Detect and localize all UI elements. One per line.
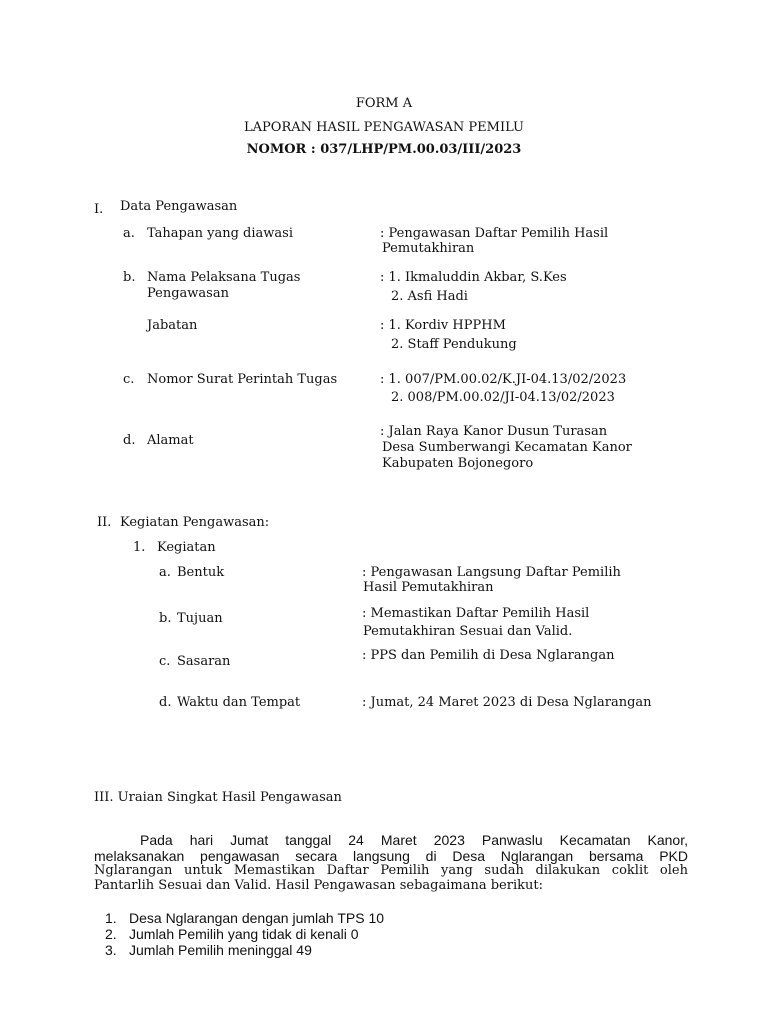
waktu-value: : Jumat, 24 Maret 2023 di Desa Nglarangan — [362, 695, 652, 710]
section-2-number: II. — [97, 515, 112, 530]
paragraph-line-4: Pantarlih Sesuai dan Valid. Hasil Pengawasan sebagaimana berikut: — [94, 878, 543, 893]
item-b-value-line1: : 1. Ikmaluddin Akbar, S.Kes — [380, 270, 567, 285]
jabatan-value-line1: : 1. Kordiv HPPHM — [380, 318, 506, 333]
item-b-key: b. — [123, 270, 136, 285]
result-item-1-number: 1. — [105, 910, 117, 926]
item-b-value-line2: 2. Asfi Hadi — [391, 289, 468, 304]
bentuk-value-line1: : Pengawasan Langsung Daftar Pemilih — [362, 565, 621, 580]
paragraph-line-1: Pada hari Jumat tanggal 24 Maret 2023 Panwaslu Kecamatan Kanor, — [140, 832, 688, 848]
tujuan-label: Tujuan — [177, 611, 223, 626]
item-a-label: Tahapan yang diawasi — [147, 226, 293, 241]
waktu-label: Waktu dan Tempat — [177, 695, 301, 710]
section-1-heading: Data Pengawasan — [120, 199, 238, 214]
kegiatan-number: 1. — [133, 540, 146, 555]
section-3-heading: III. Uraian Singkat Hasil Pengawasan — [94, 790, 342, 805]
bentuk-label: Bentuk — [177, 565, 225, 580]
result-item-2-text: Jumlah Pemilih yang tidak di kenali 0 — [129, 926, 359, 942]
sasaran-label: Sasaran — [177, 654, 231, 669]
tujuan-key: b. — [159, 611, 172, 626]
item-b-label-line2: Pengawasan — [147, 286, 229, 301]
item-c-label: Nomor Surat Perintah Tugas — [147, 372, 338, 387]
item-c-key: c. — [123, 372, 135, 387]
item-d-value-line2: Desa Sumberwangi Kecamatan Kanor — [382, 440, 632, 455]
bentuk-key: a. — [159, 565, 171, 580]
form-label: FORM A — [355, 96, 413, 111]
tujuan-value-line2: Pemutakhiran Sesuai dan Valid. — [363, 624, 573, 639]
tujuan-value-line1: : Memastikan Daftar Pemilih Hasil — [362, 606, 590, 621]
result-item-3-text: Jumlah Pemilih meninggal 49 — [129, 942, 312, 958]
result-item-3-number: 3. — [105, 942, 117, 958]
item-c-value-line2: 2. 008/PM.00.02/JI-04.13/02/2023 — [391, 390, 615, 405]
result-item-1-text: Desa Nglarangan dengan jumlah TPS 10 — [129, 910, 385, 926]
item-d-key: d. — [123, 433, 136, 448]
waktu-key: d. — [159, 695, 172, 710]
sasaran-value: : PPS dan Pemilih di Desa Nglarangan — [362, 648, 615, 663]
item-b-label-line1: Nama Pelaksana Tugas — [147, 270, 301, 285]
paragraph-line-2: melaksanakan pengawasan secara langsung di Desa Nglarangan bersama PKD — [94, 848, 688, 864]
item-d-value-line3: Kabupaten Bojonegoro — [382, 456, 534, 471]
item-a-key: a. — [123, 226, 135, 241]
bentuk-value-line2: Hasil Pemutakhiran — [363, 580, 494, 595]
section-1-number: I. — [94, 202, 104, 217]
item-a-value-line2: Pemutakhiran — [382, 241, 475, 256]
report-title: LAPORAN HASIL PENGAWASAN PEMILU — [244, 120, 524, 135]
section-2-heading: Kegiatan Pengawasan: — [120, 515, 270, 530]
result-item-2-number: 2. — [105, 926, 117, 942]
report-number: NOMOR : 037/LHP/PM.00.03/III/2023 — [246, 142, 522, 157]
jabatan-value-line2: 2. Staff Pendukung — [391, 337, 517, 352]
item-d-value-line1: : Jalan Raya Kanor Dusun Turasan — [380, 424, 608, 439]
item-a-value-line1: : Pengawasan Daftar Pemilih Hasil — [380, 226, 609, 241]
paragraph-line-3: Nglarangan untuk Memastikan Daftar Pemilih yang sudah dilakukan coklit oleh — [94, 863, 688, 878]
jabatan-label: Jabatan — [147, 318, 198, 333]
kegiatan-label: Kegiatan — [157, 540, 216, 555]
sasaran-key: c. — [159, 654, 171, 669]
item-d-label: Alamat — [147, 433, 194, 448]
item-c-value-line1: : 1. 007/PM.00.02/K.JI-04.13/02/2023 — [380, 372, 627, 387]
